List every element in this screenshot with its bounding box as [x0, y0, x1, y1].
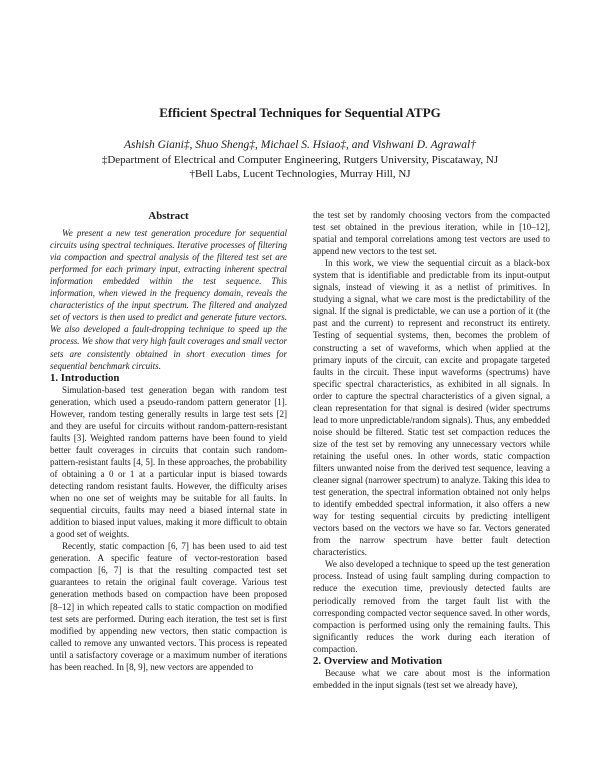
- abstract-text: We present a new test generation procedure for sequential circuits using spectral techniques. Iterative processes of filtering via compaction and spectral analysis of the filtered test set are performed for each primary input, extracting inherent spectral information embedded within the test sequence. This information, when viewed in the frequency domain, reveals the characteristics of the input spectrum. The filtered and analyzed set of vectors is then used to predict and generate future vectors. We also developed a fault-dropping technique to speed up the process. We show that very high fault coverages and small vector sets are consistently obtained in short execution times for sequential benchmark circuits.: [50, 228, 287, 371]
- affiliation-rutgers: ‡Department of Electrical and Computer Engineering, Rutgers University, Piscataway, NJ: [101, 154, 499, 166]
- affiliation-bell-labs: †Bell Labs, Lucent Technologies, Murray Hill, NJ: [189, 168, 411, 180]
- section-1-heading: 1. Introduction: [50, 371, 120, 384]
- right-paragraph-1: the test set by randomly choosing vectors from the compacted test set obtained in the previous iteration, while in [10–12], spatial and temporal correlations among test vectors are used to append new vectors to the test set.: [313, 210, 550, 257]
- right-paragraph-3: We also developed a technique to speed up the test generation process. Instead of using fault sampling during compaction to reduce the execution time, previously detected faults are periodically removed from the target fault list with the corresponding compacted vector sequence saved. In other words, compaction is performed using only the remaining faults. This significantly reduces the work during each iteration of compaction.: [313, 559, 550, 654]
- right-column: [313, 209, 550, 691]
- section-2-heading: 2. Overview and Motivation: [313, 654, 442, 667]
- intro-paragraph-1: Simulation-based test generation began with random test generation, which used a pseudo-random pattern generator [1]. However, random testing generally results in large test sets [2] and they are useful for circuits without random-pattern-resistant faults [3]. Weighted random patterns have been found to yield better fault coverages in circuits that contain such random-pattern-resistant faults [4, 5]. In these approaches, the probability of obtaining a 0 or 1 at a particular input is biased towards detecting random resistant faults. However, the difficulty arises when no one set of weights may be suitable for all faults. In sequential circuits, faults may need a biased internal state in addition to biased input values, making it more difficult to obtain a good set of weights.: [50, 384, 287, 540]
- left-column: [50, 210, 287, 673]
- intro-paragraph-2: Recently, static compaction [6, 7] has been used to aid test generation. A specific feature of vector-restoration based compaction [6, 7] is that the resulting compacted test set guarantees to retain the original fault coverage. Various test generation methods based on compaction have been proposed [8–12] in which repeated calls to static compaction on modified test sets are performed. During each iteration, the test set is first modified by appending new vectors, then static compaction is called to remove any unwanted vectors. This process is repeated until a satisfactory coverage or a maximum number of iterations has been reached. In [8, 9], new vectors are appended to: [50, 541, 287, 672]
- right-paragraph-2: In this work, we view the sequential circuit as a black-box system that is identifiable and predictable from its input-output signals, instead of viewing it as a netlist of primitives. In studying a signal, what we care most is the predictability of the signal. If the signal is predictable, we can use a portion of it (the past and the current) to represent and reconstruct its entirety. Testing of sequential systems, then, becomes the problem of constructing a set of waveforms, which when applied at the primary inputs of the circuit, can excite and propagate targeted faults in the circuit. These input waveforms (spectrums) have specific spectral characteristics, as exhibited in all signals. In order to capture the spectral characteristics of a given signal, a clean representation for that signal is desired (wider spectrums lead to more unpredictable/random signals). Thus, any embedded noise should be filtered. Static test set compaction reduces the size of the test set by removing any unnecessary vectors while retaining the useful ones. In other words, static compaction filters unwanted noise from the derived test sequence, leaving a cleaner signal (narrower spectrum) to analyze. Taking this idea to test generation, the spectral information obtained not only helps to identify embedded spectral information, it also offers a new way for testing sequential circuits by predicting intelligent vectors based on the vectors we have so far. Vectors generated from the narrow spectrum have better fault detection characteristics.: [313, 258, 550, 558]
- right-paragraph-4: Because what we care about most is the information embedded in the input signals (test set we already have),: [313, 667, 550, 690]
- author-list: Ashish Giani‡, Shuo Sheng‡, Michael S. Hsiao‡, and Vishwani D. Agrawal†: [124, 139, 476, 151]
- paper-title: Efficient Spectral Techniques for Sequential ATPG: [159, 105, 441, 120]
- abstract-heading: Abstract: [148, 210, 189, 222]
